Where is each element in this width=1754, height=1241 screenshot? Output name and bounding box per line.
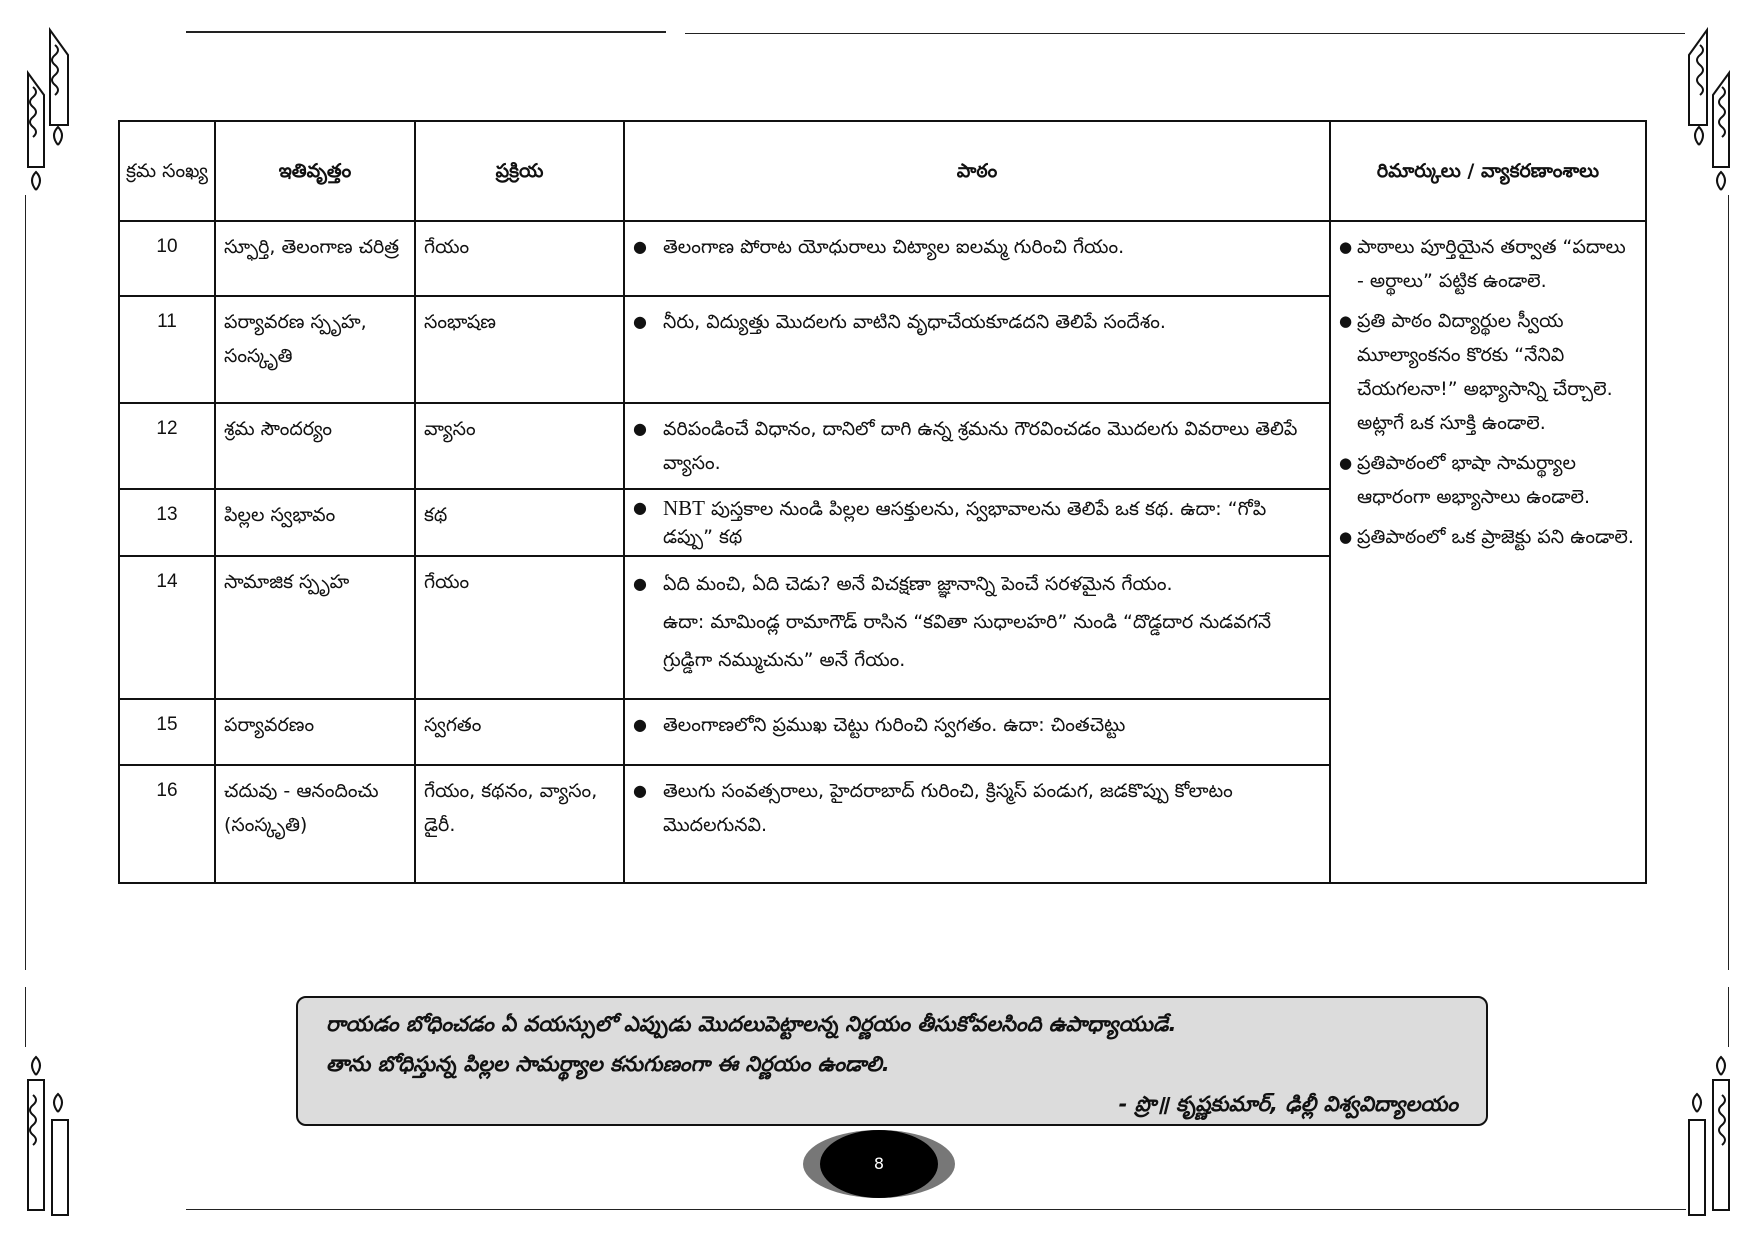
header-remarks: రిమార్కులు / వ్యాకరణాంశాలు (1330, 121, 1646, 221)
row-genre: గేయం (415, 221, 624, 296)
page-number-badge (803, 1130, 955, 1198)
row-genre: స్వగతం (415, 699, 624, 765)
quote-line-2: తాను బోధిస్తున్న పిల్లల సామర్థ్యాల కనుగుణంగా ఈ నిర్ణయం ఉండాలి. (326, 1052, 890, 1076)
row-theme: చదువు - ఆనందించు (సంస్కృతి) (215, 765, 415, 883)
bullet-icon: ● (633, 419, 647, 438)
remark-item: ● ప్రతిపాఠంలో భాషా సామర్థ్యాల ఆధారంగా అభ్యాసాలు ఉండాలె. (1339, 446, 1637, 514)
row-theme: శ్రమ సౌందర్యం (215, 403, 415, 489)
row-number: 13 (119, 489, 215, 556)
corner-ornament-top-right-icon (1677, 25, 1737, 195)
row-lesson: ● వరిపండించే విధానం, దానిలో దాగి ఉన్న శ్రమను గౌరవించడం మొదలగు వివరాలు తెలిపే వ్యాసం. (624, 403, 1330, 489)
row-theme: పర్యావరణం (215, 699, 415, 765)
row-number: 16 (119, 765, 215, 883)
header-serial-number: క్రమ సంఖ్య (119, 121, 215, 221)
row-number: 10 (119, 221, 215, 296)
border-left-bottom (25, 987, 26, 1047)
quote-box (296, 996, 1488, 1126)
bullet-icon: ● (633, 312, 647, 331)
header-theme: ఇతివృత్తం (215, 121, 415, 221)
border-top-right (685, 33, 1685, 34)
row-genre: వ్యాసం (415, 403, 624, 489)
bullet-icon: ● (633, 574, 647, 593)
remark-item: ● ప్రతిపాఠంలో ఒక ప్రాజెక్టు పని ఉండాలె. (1339, 520, 1637, 554)
row-lesson: ● ఏది మంచి, ఏది చెడు? అనే విచక్షణా జ్ఞానాన్ని పెంచే సరళమైన గేయం. ఉదా: మామిండ్ల రామాగౌడ్ రాసిన “కవితా సుధాలహరి” నుండి “దొడ్డదార నుడవగనే గ్రుడ్డిగా నమ్ముచును” అనే గేయం. (624, 556, 1330, 699)
corner-ornament-bottom-right-icon (1677, 1050, 1737, 1220)
border-top-left (186, 31, 666, 33)
table-header-row (119, 121, 1646, 221)
row-lesson: ● NBT పుస్తకాల నుండి పిల్లల ఆసక్తులను, స్వభావాలను తెలిపే ఒక కథ. ఉదా: “గోపి డప్పు” కథ (624, 489, 1330, 556)
border-bottom (186, 1209, 1686, 1210)
page-number: 8 (820, 1130, 938, 1198)
row-theme: స్ఫూర్తి, తెలంగాణ చరిత్ర (215, 221, 415, 296)
remarks-cell (1330, 221, 1646, 883)
bullet-icon: ● (633, 498, 647, 517)
bullet-icon: ● (633, 781, 647, 800)
bullet-icon: ● (1339, 238, 1353, 256)
corner-ornament-bottom-left-icon (20, 1050, 80, 1220)
header-lesson: పాఠం (624, 121, 1330, 221)
row-number: 14 (119, 556, 215, 699)
row-lesson: ● తెలంగాణలోని ప్రముఖ చెట్టు గురించి స్వగతం. ఉదా: చింతచెట్టు (624, 699, 1330, 765)
quote-attribution: - ప్రొ॥ కృష్ణకుమార్, ఢిల్లీ విశ్వవిద్యాలయం (1118, 1092, 1458, 1116)
row-number: 12 (119, 403, 215, 489)
bullet-icon: ● (1339, 312, 1353, 330)
table-row (119, 221, 1646, 296)
bullet-icon: ● (633, 715, 647, 734)
row-genre: గేయం (415, 556, 624, 699)
row-number: 11 (119, 296, 215, 403)
row-lesson: ● నీరు, విద్యుత్తు మొదలగు వాటిని వృధాచేయకూడదని తెలిపే సందేశం. (624, 296, 1330, 403)
row-lesson: ● తెలంగాణ పోరాట యోధురాలు చిట్యాల ఐలమ్మ గురించి గేయం. (624, 221, 1330, 296)
corner-ornament-top-left-icon (20, 25, 80, 195)
remark-item: ● పాఠాలు పూర్తియైన తర్వాత “పదాలు - అర్థాలు” పట్టిక ఉండాలె. (1339, 230, 1637, 298)
row-theme: సామాజిక స్పృహ (215, 556, 415, 699)
quote-line-1: రాయడం బోధించడం ఏ వయస్సులో ఎప్పుడు మొదలుపెట్టాలన్న నిర్ణయం తీసుకోవలసింది ఉపాధ్యాయుడే. (326, 1012, 1177, 1036)
border-right-bottom (1728, 987, 1729, 1047)
row-number: 15 (119, 699, 215, 765)
border-left-top (25, 195, 26, 970)
row-genre: గేయం, కథనం, వ్యాసం, డైరీ. (415, 765, 624, 883)
bullet-icon: ● (1339, 454, 1353, 472)
row-genre: సంభాషణ (415, 296, 624, 403)
header-genre: ప్రక్రియ (415, 121, 624, 221)
border-right (1728, 195, 1729, 970)
bullet-icon: ● (1339, 528, 1353, 546)
row-theme: పర్యావరణ స్పృహ, సంస్కృతి (215, 296, 415, 403)
syllabus-table (118, 120, 1647, 884)
lesson-example: ఉదా: మామిండ్ల రామాగౌడ్ రాసిన “కవితా సుధాలహరి” నుండి “దొడ్డదార నుడవగనే గ్రుడ్డిగా నమ్ముచును” అనే గేయం. (663, 611, 1272, 671)
bullet-icon: ● (633, 237, 647, 256)
row-lesson: ● తెలుగు సంవత్సరాలు, హైదరాబాద్ గురించి, క్రిస్మస్ పండుగ, జడకొప్పు కోలాటం మొదలగునవి. (624, 765, 1330, 883)
row-genre: కథ (415, 489, 624, 556)
remark-item: ● ప్రతి పాఠం విద్యార్థుల స్వీయ మూల్యాంకనం కొరకు “నేనివి చేయగలనా!” అభ్యాసాన్ని చేర్చాలె. అట్లాగే ఒక సూక్తి ఉండాలె. (1339, 304, 1637, 440)
row-theme: పిల్లల స్వభావం (215, 489, 415, 556)
